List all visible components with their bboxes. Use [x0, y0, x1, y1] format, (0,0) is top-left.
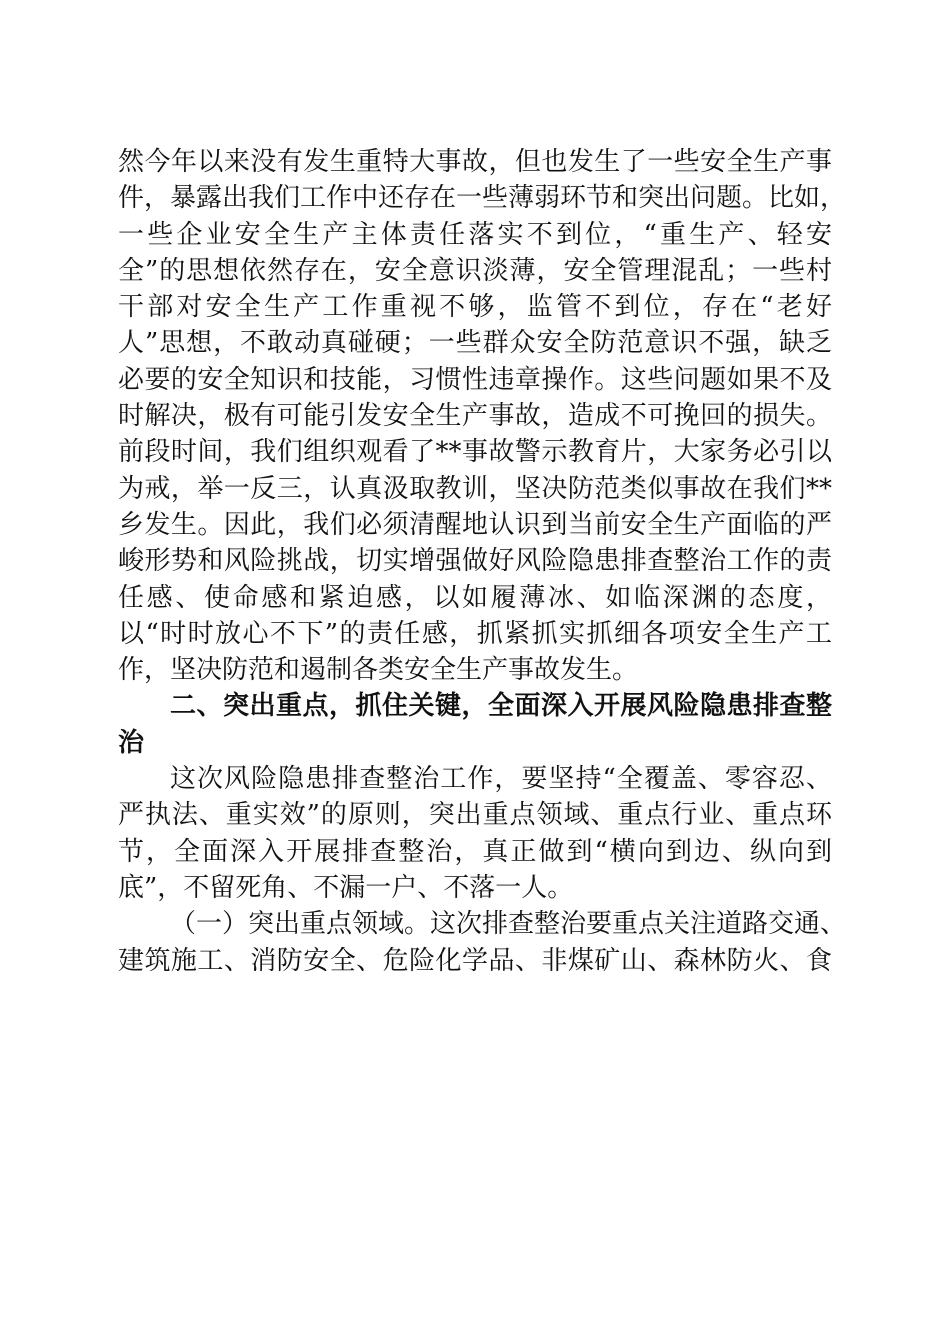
body-line: 底”，不留死角、不漏一户、不落一人。 — [118, 872, 574, 903]
body-line: 一些企业安全生产主体责任落实不到位，“重生产、轻安 — [118, 219, 832, 250]
body-line: 然今年以来没有发生重特大事故，但也发生了一些安全生产事 — [118, 147, 832, 177]
body-line: 必要的安全知识和技能，习惯性违章操作。这些问题如果不及 — [118, 364, 832, 395]
body-line: 干部对安全生产工作重视不够，监管不到位，存在“老好 — [118, 292, 832, 323]
body-line: 乡发生。因此，我们必须清醒地认识到当前安全生产面临的严 — [118, 509, 832, 540]
body-line: 人”思想，不敢动真碰硬；一些群众安全防范意识不强，缺乏 — [118, 328, 832, 359]
body-line: 时解决，极有可能引发安全生产事故，造成不可挽回的损失。 — [118, 401, 832, 432]
body-line: 件，暴露出我们工作中还存在一些薄弱环节和突出问题。比如， — [118, 183, 847, 214]
document-body — [118, 144, 847, 979]
body-line: 节，全面深入开展排查整治，真正做到“横向到边、纵向到 — [118, 836, 832, 867]
body-line: 作，坚决防范和遏制各类安全生产事故发生。 — [118, 655, 639, 686]
body-line: 建筑施工、消防安全、危险化学品、非煤矿山、森林防火、食 — [118, 945, 832, 976]
body-line: 严执法、重实效”的原则，突出重点领域、重点行业、重点环 — [118, 800, 832, 831]
subsection-line: （一）突出重点领域。这次排查整治要重点关注道路交通、 — [170, 909, 847, 940]
body-line: 为戒，举一反三，认真汲取教训，坚决防范类似事故在我们** — [118, 473, 832, 504]
body-line: 这次风险隐患排查整治工作，要坚持“全覆盖、零容忍、 — [170, 764, 832, 795]
body-line: 全”的思想依然存在，安全意识淡薄，安全管理混乱；一些村 — [118, 255, 832, 286]
body-line: 前段时间，我们组织观看了**事故警示教育片，大家务必引以 — [118, 437, 832, 468]
section-heading: 二、突出重点，抓住关键，全面深入开展风险隐患排查整 — [170, 691, 832, 722]
body-line: 峻形势和风险挑战，切实增强做好风险隐患排查整治工作的责 — [118, 546, 832, 577]
section-heading-continued: 治 — [118, 727, 145, 758]
body-line: 任感、使命感和紧迫感，以如履薄冰、如临深渊的态度， — [118, 582, 832, 613]
body-line: 以“时时放心不下”的责任感，抓紧抓实抓细各项安全生产工 — [118, 618, 832, 649]
